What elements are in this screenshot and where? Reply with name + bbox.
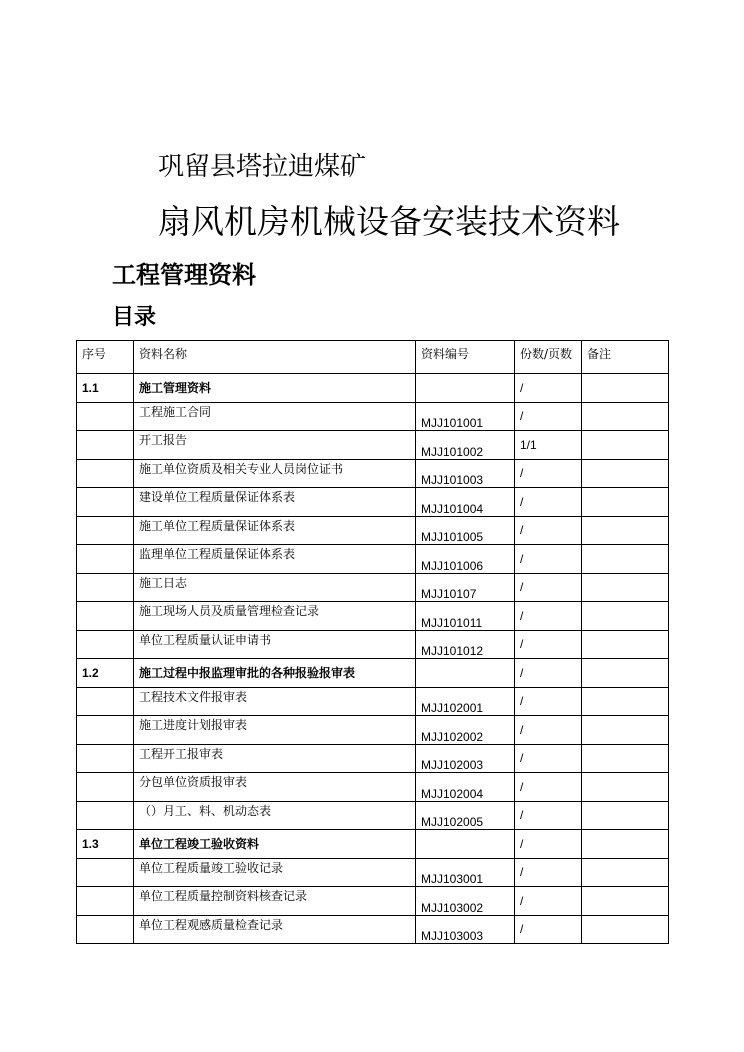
row-code: MJJ10107: [416, 573, 515, 602]
row-code: MJJ101002: [416, 431, 515, 460]
row-name: 建设单位工程质量保证体系表: [134, 488, 416, 517]
row-name: 施工单位工程质量保证体系表: [134, 516, 416, 545]
column-header-note: 备注: [582, 341, 669, 374]
row-note: [582, 687, 669, 716]
row-number: [77, 459, 134, 488]
table-row: [77, 630, 669, 659]
row-pages: /: [515, 545, 582, 574]
row-pages: /: [515, 744, 582, 773]
table-row: [77, 887, 669, 916]
row-pages: 1/1: [515, 431, 582, 460]
row-note: [582, 915, 669, 944]
row-note: [582, 573, 669, 602]
row-note: [582, 744, 669, 773]
row-note: [582, 374, 669, 403]
table-section-row: [77, 374, 669, 403]
row-code: MJJ103001: [416, 858, 515, 887]
row-name: 施工现场人员及质量管理检查记录: [134, 602, 416, 631]
row-pages: /: [515, 773, 582, 802]
row-number: [77, 801, 134, 830]
row-number: 1.2: [77, 659, 134, 688]
row-name: 开工报告: [134, 431, 416, 460]
row-name: 施工过程中报监理审批的各种报验报审表: [134, 659, 416, 688]
row-pages: /: [515, 659, 582, 688]
row-pages: /: [515, 573, 582, 602]
row-pages: /: [515, 374, 582, 403]
document-title-line2: 扇风机房机械设备安装技术资料: [158, 202, 620, 241]
row-code: MJJ103003: [416, 915, 515, 944]
row-code: MJJ101012: [416, 630, 515, 659]
row-number: [77, 858, 134, 887]
table-row: [77, 915, 669, 944]
table-row: [77, 602, 669, 631]
row-code: MJJ101003: [416, 459, 515, 488]
row-number: [77, 687, 134, 716]
row-number: [77, 545, 134, 574]
row-name: 单位工程质量控制资料核查记录: [134, 887, 416, 916]
row-note: [582, 602, 669, 631]
row-number: [77, 516, 134, 545]
row-pages: /: [515, 858, 582, 887]
row-pages: /: [515, 801, 582, 830]
row-pages: /: [515, 687, 582, 716]
row-number: [77, 573, 134, 602]
row-name: 单位工程质量竣工验收记录: [134, 858, 416, 887]
table-row: [77, 744, 669, 773]
row-note: [582, 488, 669, 517]
row-name: 施工单位资质及相关专业人员岗位证书: [134, 459, 416, 488]
row-code: MJJ102002: [416, 716, 515, 745]
row-code: MJJ101004: [416, 488, 515, 517]
section-heading: 工程管理资料: [112, 261, 256, 289]
row-code: MJJ101001: [416, 402, 515, 431]
table-row: [77, 773, 669, 802]
row-name: 工程施工合同: [134, 402, 416, 431]
row-pages: /: [515, 915, 582, 944]
row-name: 施工管理资料: [134, 374, 416, 403]
row-pages: /: [515, 602, 582, 631]
table-row: [77, 545, 669, 574]
row-code: [416, 830, 515, 859]
row-name: 施工进度计划报审表: [134, 716, 416, 745]
row-note: [582, 516, 669, 545]
row-number: [77, 488, 134, 517]
row-code: MJJ101005: [416, 516, 515, 545]
row-pages: /: [515, 516, 582, 545]
table-row: [77, 801, 669, 830]
row-number: [77, 602, 134, 631]
row-name: 单位工程质量认证申请书: [134, 630, 416, 659]
row-number: 1.3: [77, 830, 134, 859]
column-header-no: 序号: [77, 341, 134, 374]
row-note: [582, 858, 669, 887]
row-number: [77, 744, 134, 773]
row-number: [77, 431, 134, 460]
table-row: [77, 687, 669, 716]
row-code: MJJ101006: [416, 545, 515, 574]
table-header-row: [77, 341, 669, 374]
row-pages: /: [515, 459, 582, 488]
table-row: [77, 431, 669, 460]
row-note: [582, 716, 669, 745]
row-note: [582, 887, 669, 916]
row-note: [582, 630, 669, 659]
table-section-row: [77, 659, 669, 688]
row-pages: /: [515, 830, 582, 859]
row-note: [582, 459, 669, 488]
table-row: [77, 516, 669, 545]
table-row: [77, 488, 669, 517]
table-row: [77, 858, 669, 887]
row-pages: /: [515, 887, 582, 916]
row-number: [77, 716, 134, 745]
row-note: [582, 773, 669, 802]
table-row: [77, 716, 669, 745]
row-code: MJJ102001: [416, 687, 515, 716]
row-pages: /: [515, 402, 582, 431]
row-name: 监理单位工程质量保证体系表: [134, 545, 416, 574]
row-pages: /: [515, 488, 582, 517]
row-pages: /: [515, 716, 582, 745]
row-number: 1.1: [77, 374, 134, 403]
table-row: [77, 459, 669, 488]
row-name: 工程技术文件报审表: [134, 687, 416, 716]
row-pages: /: [515, 630, 582, 659]
row-number: [77, 915, 134, 944]
row-number: [77, 887, 134, 916]
row-number: [77, 773, 134, 802]
row-code: [416, 659, 515, 688]
row-number: [77, 402, 134, 431]
row-number: [77, 630, 134, 659]
row-name: 单位工程观感质量检查记录: [134, 915, 416, 944]
column-header-code: 资料编号: [416, 341, 515, 374]
toc-heading: 目录: [112, 305, 157, 330]
row-note: [582, 830, 669, 859]
row-note: [582, 545, 669, 574]
row-name: 单位工程竣工验收资料: [134, 830, 416, 859]
row-code: MJJ102003: [416, 744, 515, 773]
row-name: 工程开工报审表: [134, 744, 416, 773]
row-note: [582, 659, 669, 688]
table-section-row: [77, 830, 669, 859]
column-header-pages: 份数/页数: [515, 341, 582, 374]
row-code: MJJ103002: [416, 887, 515, 916]
document-title-line1: 巩留县塔拉迪煤矿: [158, 152, 367, 182]
row-note: [582, 431, 669, 460]
row-code: MJJ102005: [416, 801, 515, 830]
table-row: [77, 402, 669, 431]
row-code: MJJ101011: [416, 602, 515, 631]
row-code: [416, 374, 515, 403]
table-row: [77, 573, 669, 602]
row-name: 施工日志: [134, 573, 416, 602]
toc-table: [76, 340, 669, 944]
row-note: [582, 402, 669, 431]
row-name: 分包单位资质报审表: [134, 773, 416, 802]
row-name: （）月工、料、机动态表: [134, 801, 416, 830]
row-note: [582, 801, 669, 830]
row-code: MJJ102004: [416, 773, 515, 802]
column-header-name: 资料名称: [134, 341, 416, 374]
